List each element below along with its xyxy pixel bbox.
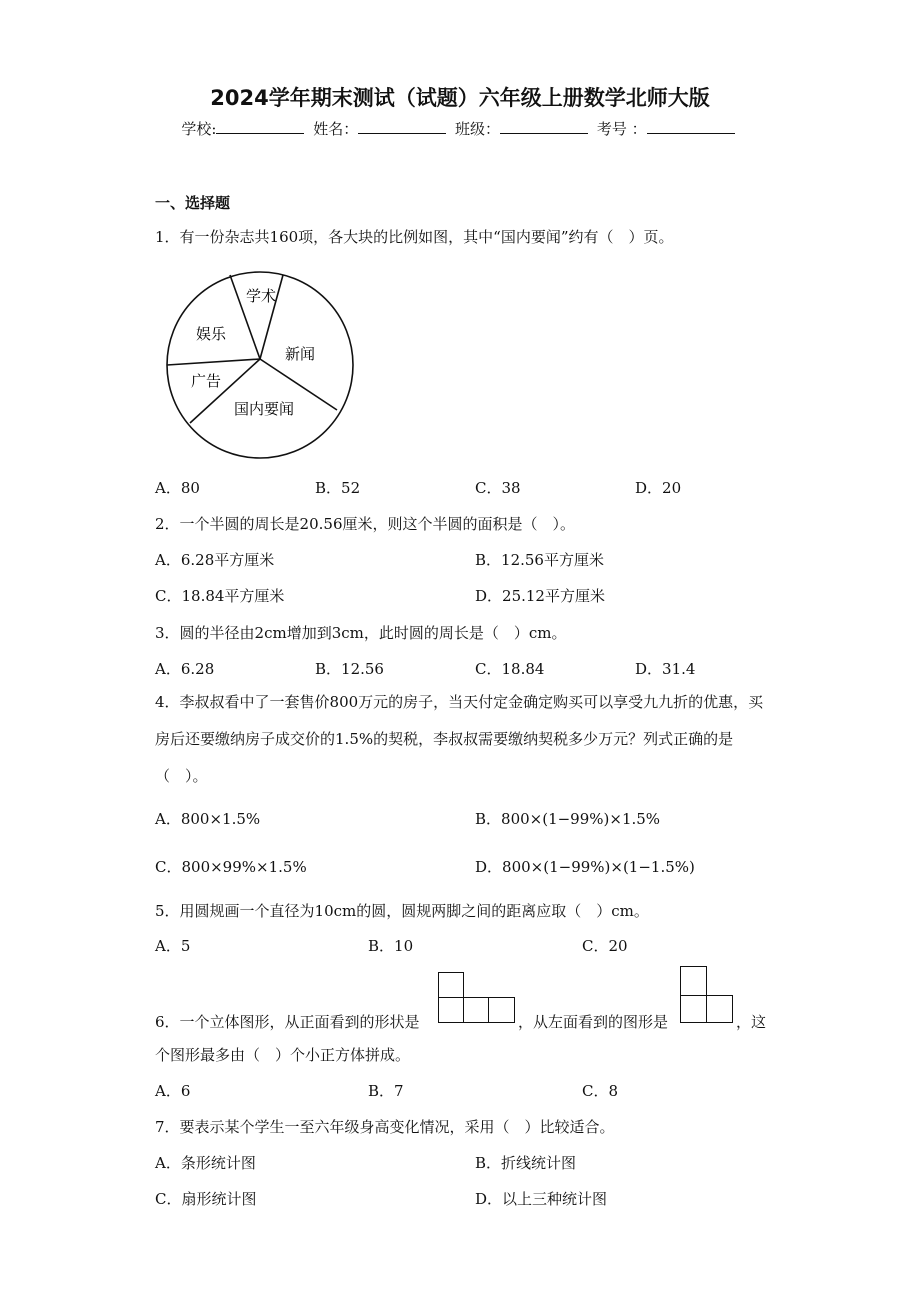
q5-option-a[interactable]: A．5: [155, 937, 191, 955]
q3-option-b[interactable]: B．12.56: [315, 660, 384, 678]
pie-label-ads: 广告: [190, 372, 222, 390]
q3-option-d[interactable]: D．31.4: [635, 660, 696, 678]
q5-option-b[interactable]: B．10: [368, 937, 414, 955]
q7-option-a[interactable]: A．条形统计图: [155, 1154, 256, 1172]
class-label: 班级：: [455, 120, 501, 138]
q4-option-c[interactable]: C．800×99%×1.5%: [155, 858, 307, 876]
q4-option-b[interactable]: B．800×(1−99%)×1.5%: [475, 810, 661, 828]
name-label: 姓名：: [313, 120, 359, 138]
q4-option-a[interactable]: A．800×1.5%: [155, 810, 261, 828]
question-1-stem: 1．有一份杂志共160项，各大块的比例如图，其中“国内要闻”约有（ ）页。: [155, 228, 674, 246]
q3-option-a[interactable]: A．6.28: [155, 660, 215, 678]
q5-option-c[interactable]: C．20: [582, 937, 628, 955]
school-label: 学校:: [181, 120, 217, 138]
class-blank[interactable]: [500, 119, 588, 134]
q6-option-c[interactable]: C．8: [582, 1082, 619, 1100]
q2-option-c[interactable]: C．18.84平方厘米: [155, 587, 285, 605]
left-view-cell: [680, 966, 707, 996]
q3-option-c[interactable]: C．18.84: [475, 660, 545, 678]
pie-label-domestic-news: 国内要闻: [233, 400, 295, 418]
question-3-stem: 3．圆的半径由2cm增加到3cm，此时圆的周长是（ ）cm。: [155, 624, 567, 642]
number-label: 考号 ：: [596, 120, 647, 138]
q1-option-b[interactable]: B．52: [315, 479, 361, 497]
question-6-stem-part3: ，这: [736, 1013, 767, 1031]
school-blank[interactable]: [216, 119, 304, 134]
pie-divider: [167, 359, 260, 365]
q6-option-a[interactable]: A．6: [155, 1082, 191, 1100]
pie-chart: [163, 268, 357, 462]
q6-option-b[interactable]: B．7: [368, 1082, 404, 1100]
q1-option-a[interactable]: A．80: [155, 479, 200, 497]
q2-option-d[interactable]: D．25.12平方厘米: [475, 587, 605, 605]
left-view-cell: [706, 995, 733, 1023]
pie-label-news: 新闻: [284, 345, 316, 363]
pie-label-academic: 学术: [245, 287, 277, 305]
q1-option-c[interactable]: C．38: [475, 479, 521, 497]
q7-option-b[interactable]: B．折线统计图: [475, 1154, 577, 1172]
front-view-cell: [488, 997, 515, 1023]
front-view-cell: [438, 997, 464, 1023]
question-4-stem: 4．李叔叔看中了一套售价800万元的房子，当天付定金确定购买可以享受九九折的优惠，买房后还要缴纳房子成交价的1.5%的契税，李叔叔需要缴纳契税多少万元？列式正确的是（ ）。: [155, 693, 764, 785]
pie-label-entertainment: 娱乐: [195, 325, 227, 343]
q4-option-d[interactable]: D．800×(1−99%)×(1−1.5%): [475, 858, 695, 876]
q2-option-b[interactable]: B．12.56平方厘米: [475, 551, 604, 569]
name-blank[interactable]: [358, 119, 446, 134]
front-view-cell: [438, 972, 464, 998]
q2-option-a[interactable]: A．6.28平方厘米: [155, 551, 275, 569]
question-2-stem: 2．一个半圆的周长是20.56厘米，则这个半圆的面积是（ ）。: [155, 515, 575, 533]
q7-option-c[interactable]: C．扇形统计图: [155, 1190, 257, 1208]
question-6-stem-part2: ，从左面看到的图形是: [518, 1013, 669, 1031]
page-title: 2024学年期末测试（试题）六年级上册数学北师大版: [210, 86, 710, 110]
front-view-cell: [463, 997, 489, 1023]
number-blank[interactable]: [647, 119, 735, 134]
question-6-stem-part1: 6．一个立体图形，从正面看到的形状是: [155, 1013, 420, 1031]
student-info: [0, 118, 920, 139]
q1-option-d[interactable]: D．20: [635, 479, 682, 497]
q7-option-d[interactable]: D．以上三种统计图: [475, 1190, 608, 1208]
section-title: 一、选择题: [155, 194, 231, 212]
question-7-stem: 7．要表示某个学生一至六年级身高变化情况，采用（ ）比较适合。: [155, 1118, 615, 1136]
question-6-stem-line2: 个图形最多由（ ）个小正方体拼成。: [155, 1046, 411, 1064]
left-view-cell: [680, 995, 707, 1023]
question-5-stem: 5．用圆规画一个直径为10cm的圆，圆规两脚之间的距离应取（ ）cm。: [155, 902, 649, 920]
